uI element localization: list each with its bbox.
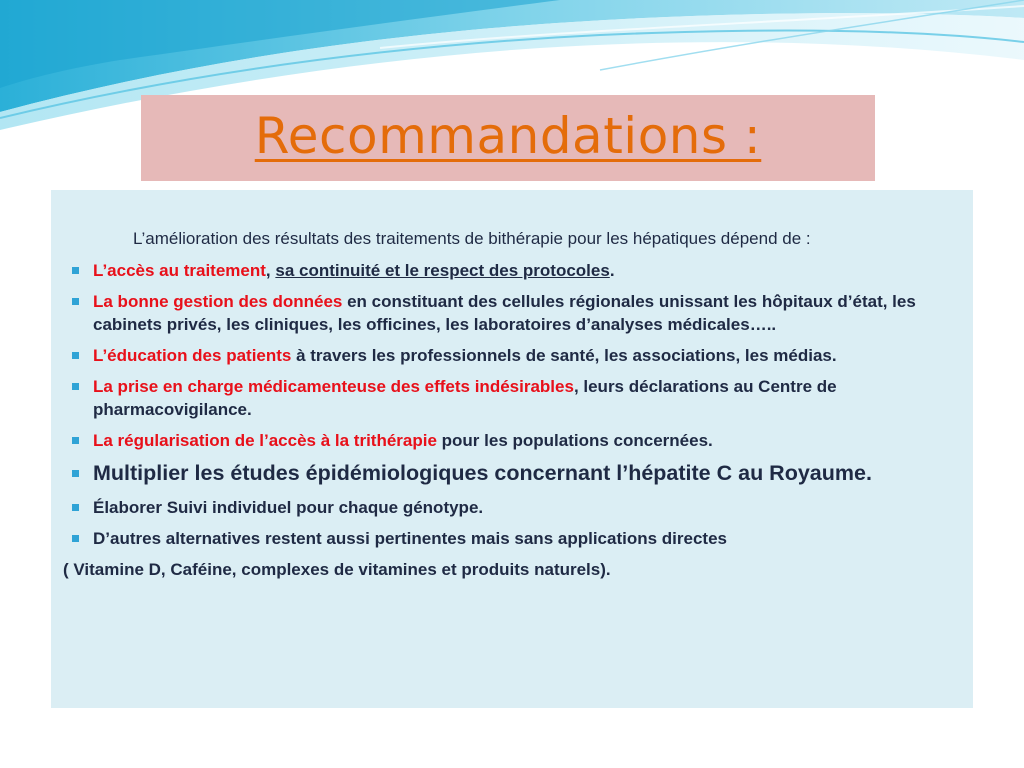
item-highlight: L’éducation des patients — [93, 346, 292, 365]
square-bullet-icon — [72, 383, 79, 390]
square-bullet-icon — [72, 470, 79, 477]
square-bullet-icon — [72, 437, 79, 444]
item-text: pour les populations concernées. — [436, 431, 713, 450]
list-item — [63, 344, 943, 367]
item-text: Élaborer Suivi individuel pour chaque génotype. — [93, 498, 484, 517]
list-item — [63, 429, 943, 452]
list-item — [63, 290, 943, 336]
list-item — [63, 259, 943, 282]
item-highlight: La régularisation de l’accès à la trithérapie — [93, 431, 437, 450]
item-highlight: La prise en charge médicamenteuse des effets indésirables — [93, 377, 574, 396]
item-text: D’autres alternatives restent aussi pertinentes mais sans applications directes — [93, 529, 727, 548]
item-highlight: L’accès au traitement — [93, 261, 266, 280]
item-text: . — [609, 261, 615, 280]
item-highlight: La bonne gestion des données — [93, 292, 343, 311]
page-title: Recommandations : — [254, 107, 762, 165]
square-bullet-icon — [72, 504, 79, 511]
list-item — [63, 375, 943, 421]
intro-text: L’amélioration des résultats des traitements de bithérapie pour les hépatiques dépend de : — [133, 229, 811, 248]
item-text: , leurs déclarations au Centre de pharmacovigilance. — [93, 377, 837, 419]
list-item — [63, 496, 943, 519]
item-text: à travers les professionnels de santé, les associations, les médias. — [291, 346, 837, 365]
list-item — [63, 460, 943, 487]
square-bullet-icon — [72, 267, 79, 274]
square-bullet-icon — [72, 535, 79, 542]
square-bullet-icon — [72, 352, 79, 359]
item-text: en constituant des cellules régionales unissant les hôpitaux d’état, les cabinets privés, les cliniques, les officines, les laboratoires d’analyses médicales….. — [93, 292, 916, 334]
content-panel — [51, 190, 973, 708]
item-underlined-text: sa continuité et le respect des protocoles — [275, 261, 610, 280]
item-separator: , — [265, 261, 276, 280]
title-banner — [141, 95, 875, 181]
recommendations-list — [63, 259, 943, 550]
closing-text: ( Vitamine D, Caféine, complexes de vitamines et produits naturels). — [63, 560, 611, 579]
item-text: Multiplier les études épidémiologiques concernant l’hépatite C au Royaume. — [93, 461, 872, 485]
list-item — [63, 527, 943, 550]
square-bullet-icon — [72, 298, 79, 305]
